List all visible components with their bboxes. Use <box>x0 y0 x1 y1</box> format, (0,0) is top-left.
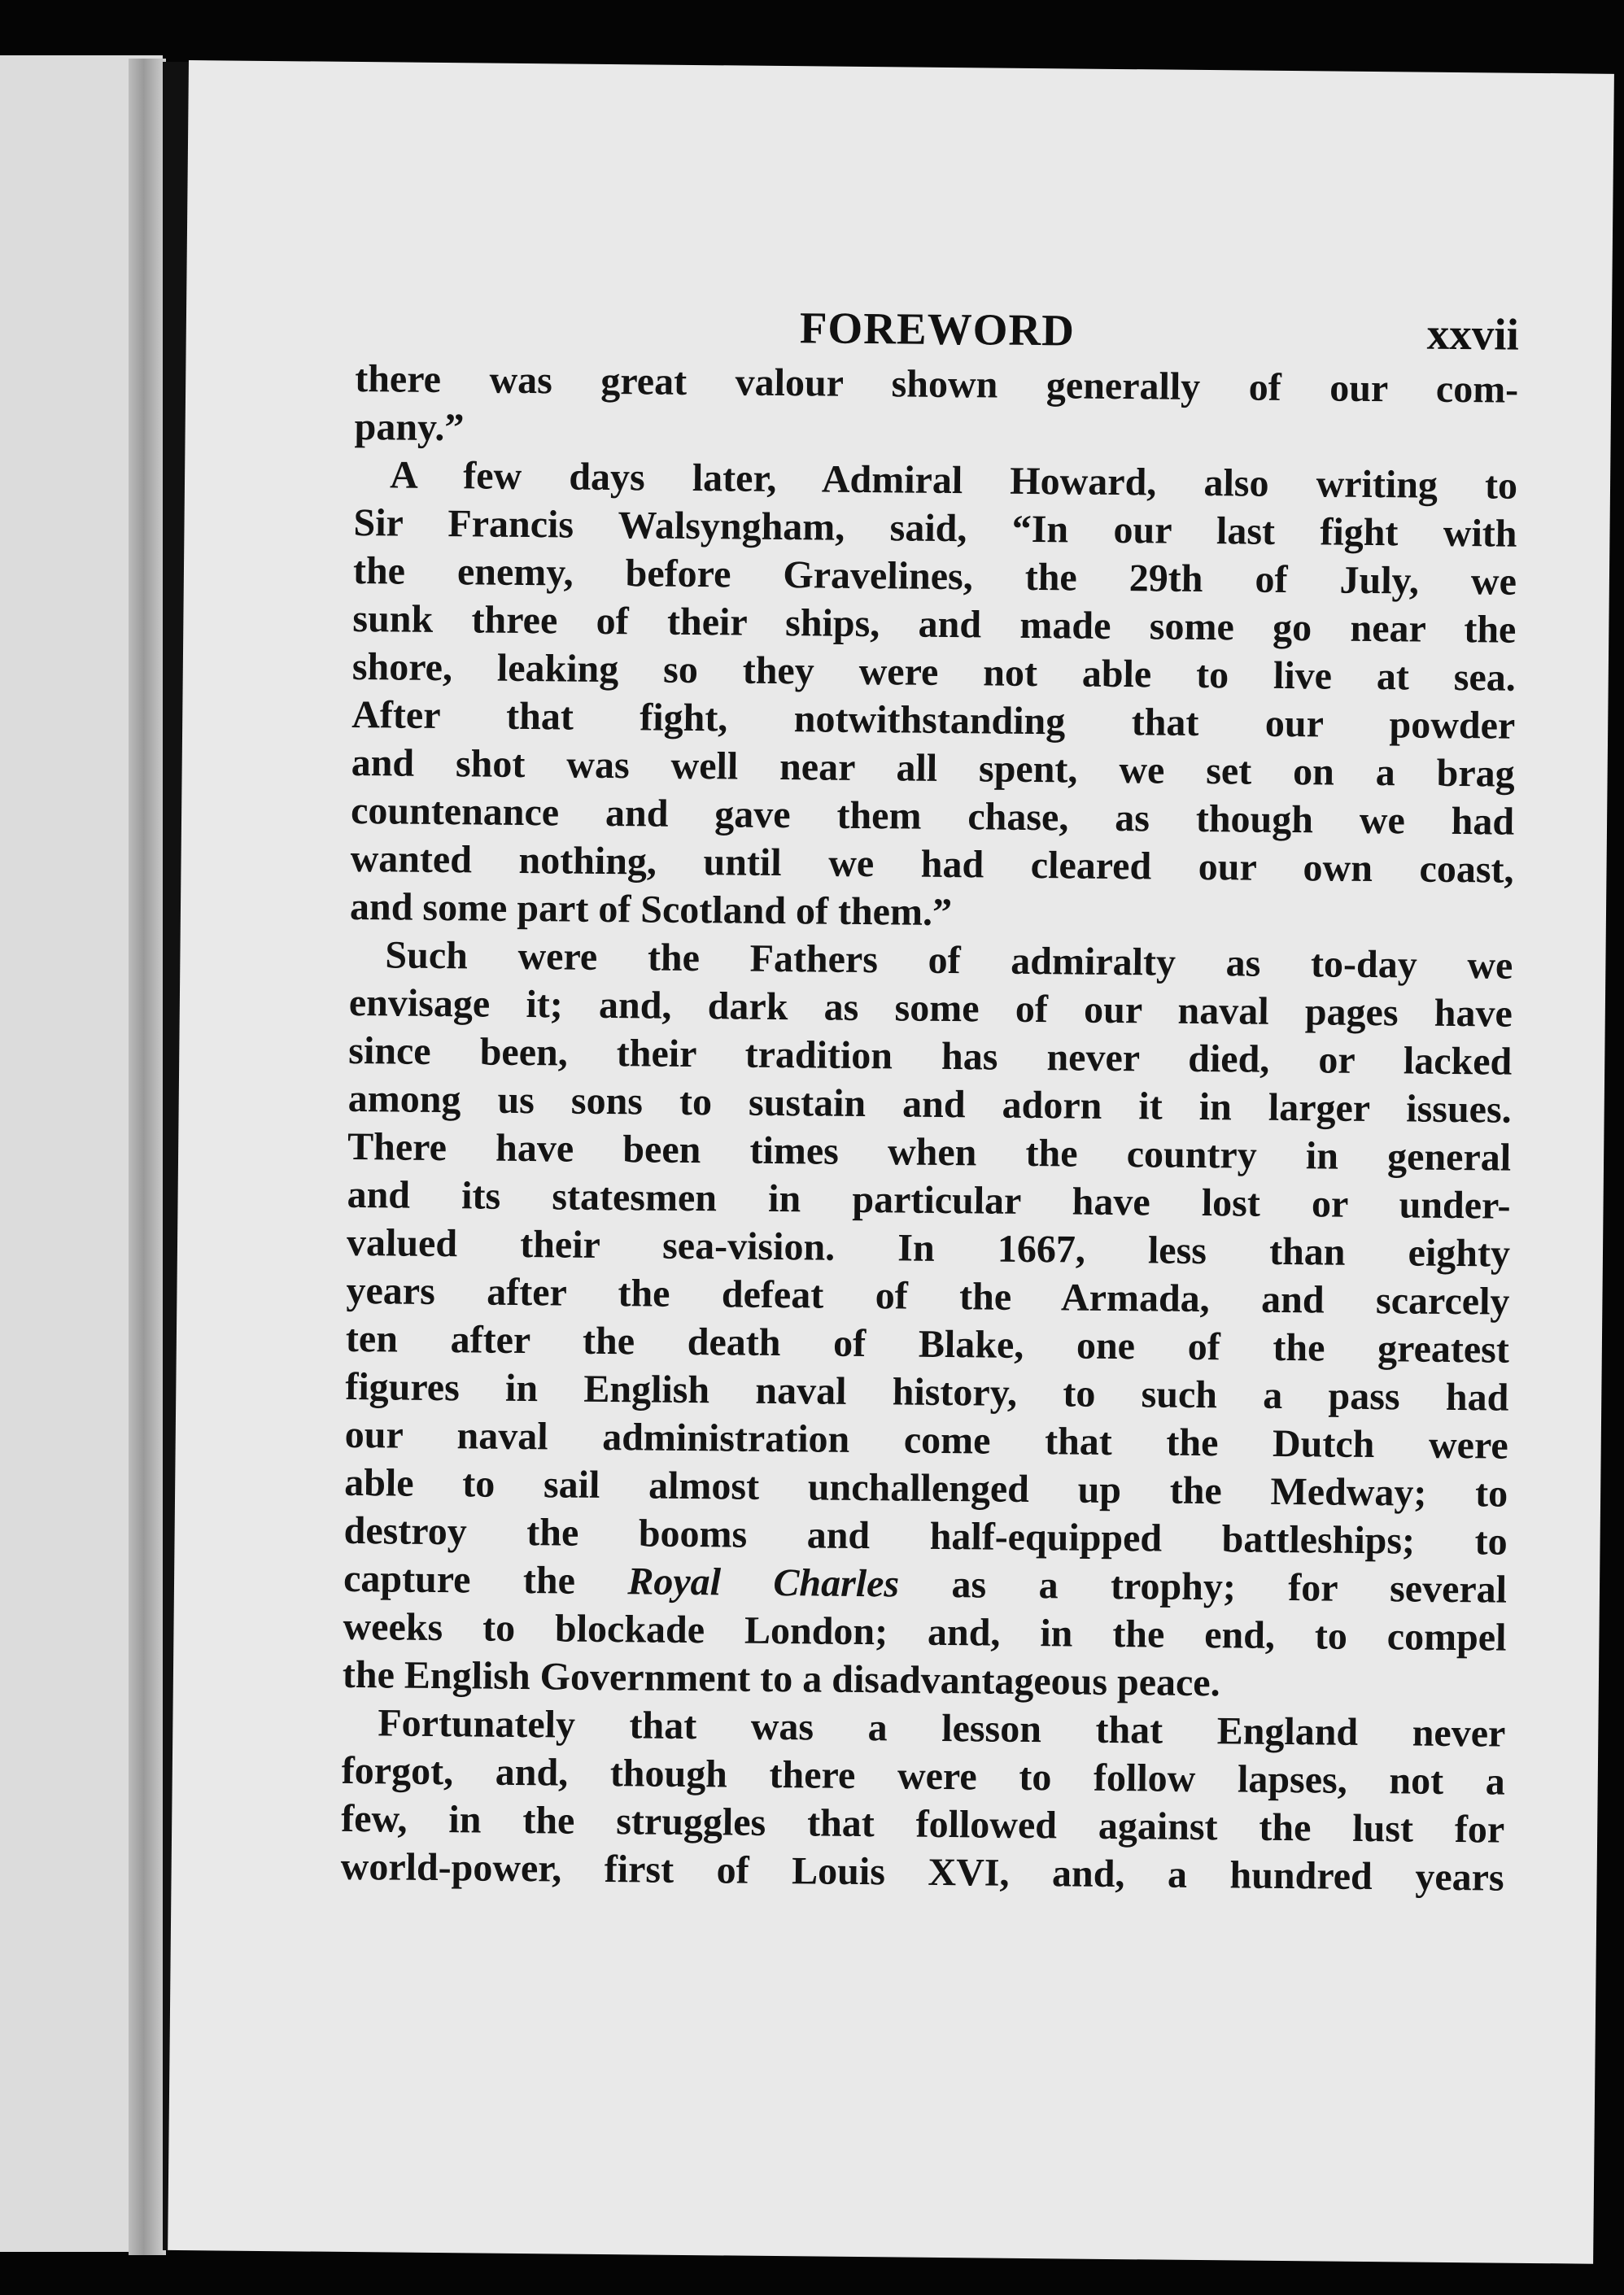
text-line: A few days later, Admiral Howard, also writing to <box>389 453 1518 508</box>
text-line: Such were the Fathers of admiralty as to-day we <box>385 933 1513 988</box>
ship-name-italic: Royal Charles <box>627 1560 900 1606</box>
text-line: the English Government to a disadvantageous peace. <box>342 1652 1220 1705</box>
text-line: wanted nothing, until we had cleared our own coast, <box>350 836 1514 892</box>
text-line: sunk three of their ships, and made some go near the <box>352 596 1517 652</box>
text-line: and its statesmen in particular have lost or under- <box>347 1172 1511 1228</box>
text-line: able to sail almost unchallenged up the Medway; to <box>343 1460 1508 1516</box>
text-line: countenance and gave them chase, as though we had <box>350 788 1515 844</box>
text-line: Sir Francis Walsyngham, said, “In our last fight with <box>353 500 1517 556</box>
text-line: After that fight, notwithstanding that our powder <box>351 692 1516 748</box>
text-line: Fortunately that was a lesson that England never <box>378 1701 1506 1756</box>
text-line: few, in the struggles that followed against the lust for <box>341 1796 1505 1852</box>
page-number: xxvii <box>1426 308 1520 360</box>
text-line: there was great valour shown generally of our com- <box>354 356 1519 412</box>
text-line: pany.” <box>354 404 465 450</box>
page-gutter <box>129 59 166 2255</box>
text-line: There have been times when the country in general <box>347 1124 1512 1180</box>
text-line: since been, their tradition has never died, or lacked <box>348 1028 1513 1084</box>
text-line: envisage it; and, dark as some of our naval pages have <box>348 980 1513 1036</box>
text-segment: as a trophy; for several <box>898 1562 1508 1612</box>
book-page <box>168 60 1614 2264</box>
text-line: the enemy, before Gravelines, the 29th of July, we <box>352 548 1517 604</box>
text-line: forgot, and, though there were to follow lapses, not a <box>341 1748 1506 1804</box>
text-line: our naval administration come that the Dutch were <box>344 1412 1508 1468</box>
text-line: figures in English naval history, to such a pass had <box>345 1364 1509 1420</box>
text-line: and some part of Scotland of them.” <box>349 884 953 935</box>
text-segment: capture the <box>343 1556 628 1603</box>
text-line: world-power, first of Louis XVI, and, a hundred years <box>340 1844 1504 1900</box>
text-line: years after the defeat of the Armada, and scarcely <box>346 1268 1510 1324</box>
text-line: valued their sea-vision. In 1667, less than eighty <box>346 1220 1511 1276</box>
text-line: destroy the booms and half-equipped battleships; to <box>343 1508 1508 1564</box>
body-text <box>340 355 1518 1902</box>
text-line: among us sons to sustain and adorn it in larger issues. <box>347 1076 1512 1132</box>
text-line: and shot was well near all spent, we set on a brag <box>351 740 1515 796</box>
running-title: FOREWORD <box>799 303 1076 356</box>
text-line: shore, leaking so they were not able to live at sea. <box>351 644 1517 700</box>
text-line: ten after the death of Blake, one of the greatest <box>345 1316 1510 1372</box>
text-line: weeks to blockade London; and, in the end, to compel <box>343 1604 1507 1660</box>
